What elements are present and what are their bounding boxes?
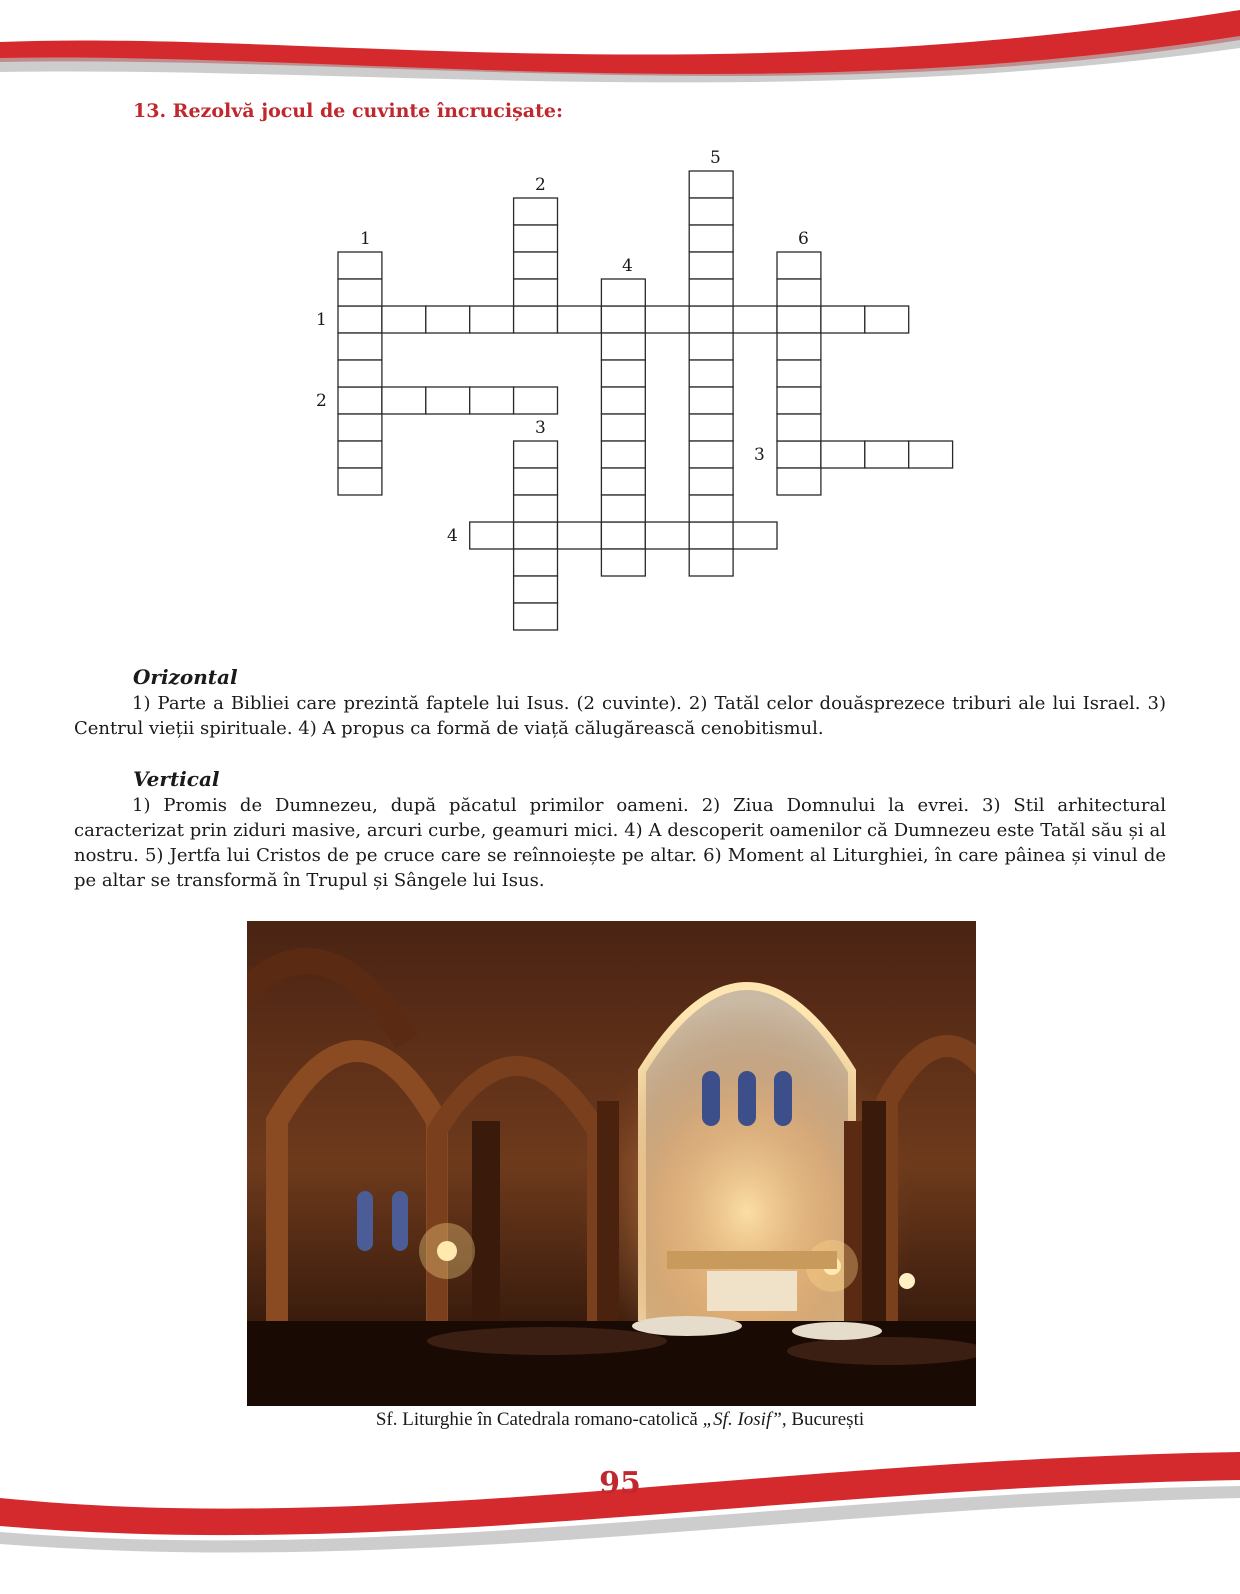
down-heading: Vertical (133, 767, 220, 791)
crossword-cell[interactable] (601, 306, 645, 333)
crossword-cell[interactable] (821, 306, 865, 333)
crossword-cell[interactable] (338, 279, 382, 306)
crossword-cell[interactable] (338, 252, 382, 279)
crossword-cell[interactable] (601, 387, 645, 414)
crossword-cell[interactable] (514, 225, 558, 252)
crossword-cell[interactable] (382, 306, 426, 333)
crossword-cell[interactable] (514, 198, 558, 225)
crossword-grid (0, 0, 1240, 660)
crossword-cell[interactable] (514, 306, 558, 333)
crossword-cell[interactable] (777, 333, 821, 360)
crossword-cell[interactable] (733, 306, 777, 333)
crossword-cell[interactable] (601, 441, 645, 468)
exercise-title: 13. Rezolvă jocul de cuvinte încrucișate: (133, 100, 563, 122)
crossword-cell[interactable] (338, 468, 382, 495)
across-number-2: 2 (316, 391, 327, 411)
across-clues: 1) Parte a Bibliei care prezintă faptele lui Isus. (2 cuvinte). 2) Tatăl celor douăsprezece triburi ale lui Israel. 3) Centrul vieții spirituale. 4) A propus ca formă de viață călugărească cenobitismul. (74, 693, 1166, 739)
crossword-cell[interactable] (338, 360, 382, 387)
crossword-cell[interactable] (689, 468, 733, 495)
down-number-5: 5 (710, 148, 721, 168)
crossword-cell[interactable] (601, 333, 645, 360)
down-number-2: 2 (535, 175, 546, 195)
crossword-cell[interactable] (689, 252, 733, 279)
crossword-cell[interactable] (777, 414, 821, 441)
crossword-cell[interactable] (382, 387, 426, 414)
crossword-cell[interactable] (470, 306, 514, 333)
crossword-cell[interactable] (777, 441, 821, 468)
crossword-cell[interactable] (689, 495, 733, 522)
crossword-cell[interactable] (909, 441, 953, 468)
crossword-cell[interactable] (514, 495, 558, 522)
crossword-cells (338, 171, 953, 630)
down-number-6: 6 (798, 229, 809, 249)
crossword-cell[interactable] (689, 549, 733, 576)
crossword-cell[interactable] (514, 252, 558, 279)
crossword-cell[interactable] (514, 576, 558, 603)
crossword-cell[interactable] (601, 414, 645, 441)
crossword-cell[interactable] (777, 468, 821, 495)
crossword-cell[interactable] (514, 549, 558, 576)
crossword-cell[interactable] (558, 306, 602, 333)
across-heading: Orizontal (133, 665, 238, 689)
crossword-cell[interactable] (338, 387, 382, 414)
crossword-cell[interactable] (689, 360, 733, 387)
crossword-cell[interactable] (338, 414, 382, 441)
crossword-cell[interactable] (601, 468, 645, 495)
cathedral-photo (247, 921, 976, 1406)
crossword-cell[interactable] (470, 522, 514, 549)
crossword-cell[interactable] (558, 522, 602, 549)
crossword-cell[interactable] (514, 387, 558, 414)
crossword-cell[interactable] (426, 306, 470, 333)
page-number: 95 (599, 1466, 641, 1501)
crossword-cell[interactable] (514, 441, 558, 468)
crossword-cell[interactable] (689, 279, 733, 306)
crossword-cell[interactable] (514, 603, 558, 630)
crossword-cell[interactable] (689, 522, 733, 549)
crossword-cell[interactable] (865, 441, 909, 468)
crossword-cell[interactable] (689, 414, 733, 441)
crossword-cell[interactable] (514, 468, 558, 495)
crossword-cell[interactable] (777, 252, 821, 279)
down-number-3: 3 (535, 418, 546, 438)
crossword-cell[interactable] (601, 522, 645, 549)
crossword-cell[interactable] (601, 279, 645, 306)
photo-caption (0, 1409, 1240, 1431)
across-number-1: 1 (316, 310, 327, 330)
caption-italic: „Sf. Iosif” (702, 1409, 782, 1430)
across-number-3: 3 (754, 445, 765, 465)
crossword-cell[interactable] (601, 495, 645, 522)
crossword-cell[interactable] (338, 306, 382, 333)
crossword-cell[interactable] (777, 279, 821, 306)
crossword-cell[interactable] (689, 306, 733, 333)
crossword-cell[interactable] (601, 549, 645, 576)
crossword-cell[interactable] (689, 387, 733, 414)
crossword-cell[interactable] (777, 306, 821, 333)
crossword-cell[interactable] (426, 387, 470, 414)
crossword-cell[interactable] (338, 441, 382, 468)
crossword-cell[interactable] (689, 171, 733, 198)
crossword-cell[interactable] (514, 279, 558, 306)
crossword-cell[interactable] (689, 441, 733, 468)
caption-text: Sf. Liturghie în Catedrala romano-catolică (375, 1409, 703, 1430)
crossword-cell[interactable] (645, 522, 689, 549)
bottom-swoosh-decoration (0, 1440, 1240, 1594)
crossword-cell[interactable] (733, 522, 777, 549)
down-clues: 1) Promis de Dumnezeu, după păcatul primilor oameni. 2) Ziua Domnului la evrei. 3) Stil arhitectural caracterizat prin ziduri masive, arcuri curbe, geamuri mici. 4) A descoperit oamenilor că Dumnezeu este Tatăl său și al nostru. 5) Jertfa lui Cristos de pe cruce care se reînnoiește pe altar. 6) Moment al Liturghiei, în care pâinea și vinul de pe altar se transformă în Trupul și Sângele lui Isus. (74, 795, 1166, 891)
crossword-cell[interactable] (338, 333, 382, 360)
crossword-cell[interactable] (821, 441, 865, 468)
crossword-cell[interactable] (601, 360, 645, 387)
down-number-4: 4 (622, 256, 633, 276)
down-number-1: 1 (360, 229, 371, 249)
crossword-cell[interactable] (777, 387, 821, 414)
crossword-cell[interactable] (645, 306, 689, 333)
caption-location: , București (781, 1409, 865, 1430)
crossword-cell[interactable] (689, 333, 733, 360)
crossword-cell[interactable] (689, 225, 733, 252)
crossword-cell[interactable] (470, 387, 514, 414)
crossword-cell[interactable] (777, 360, 821, 387)
crossword-cell[interactable] (865, 306, 909, 333)
crossword-cell[interactable] (514, 522, 558, 549)
crossword-cell[interactable] (689, 198, 733, 225)
across-number-4: 4 (447, 526, 458, 546)
